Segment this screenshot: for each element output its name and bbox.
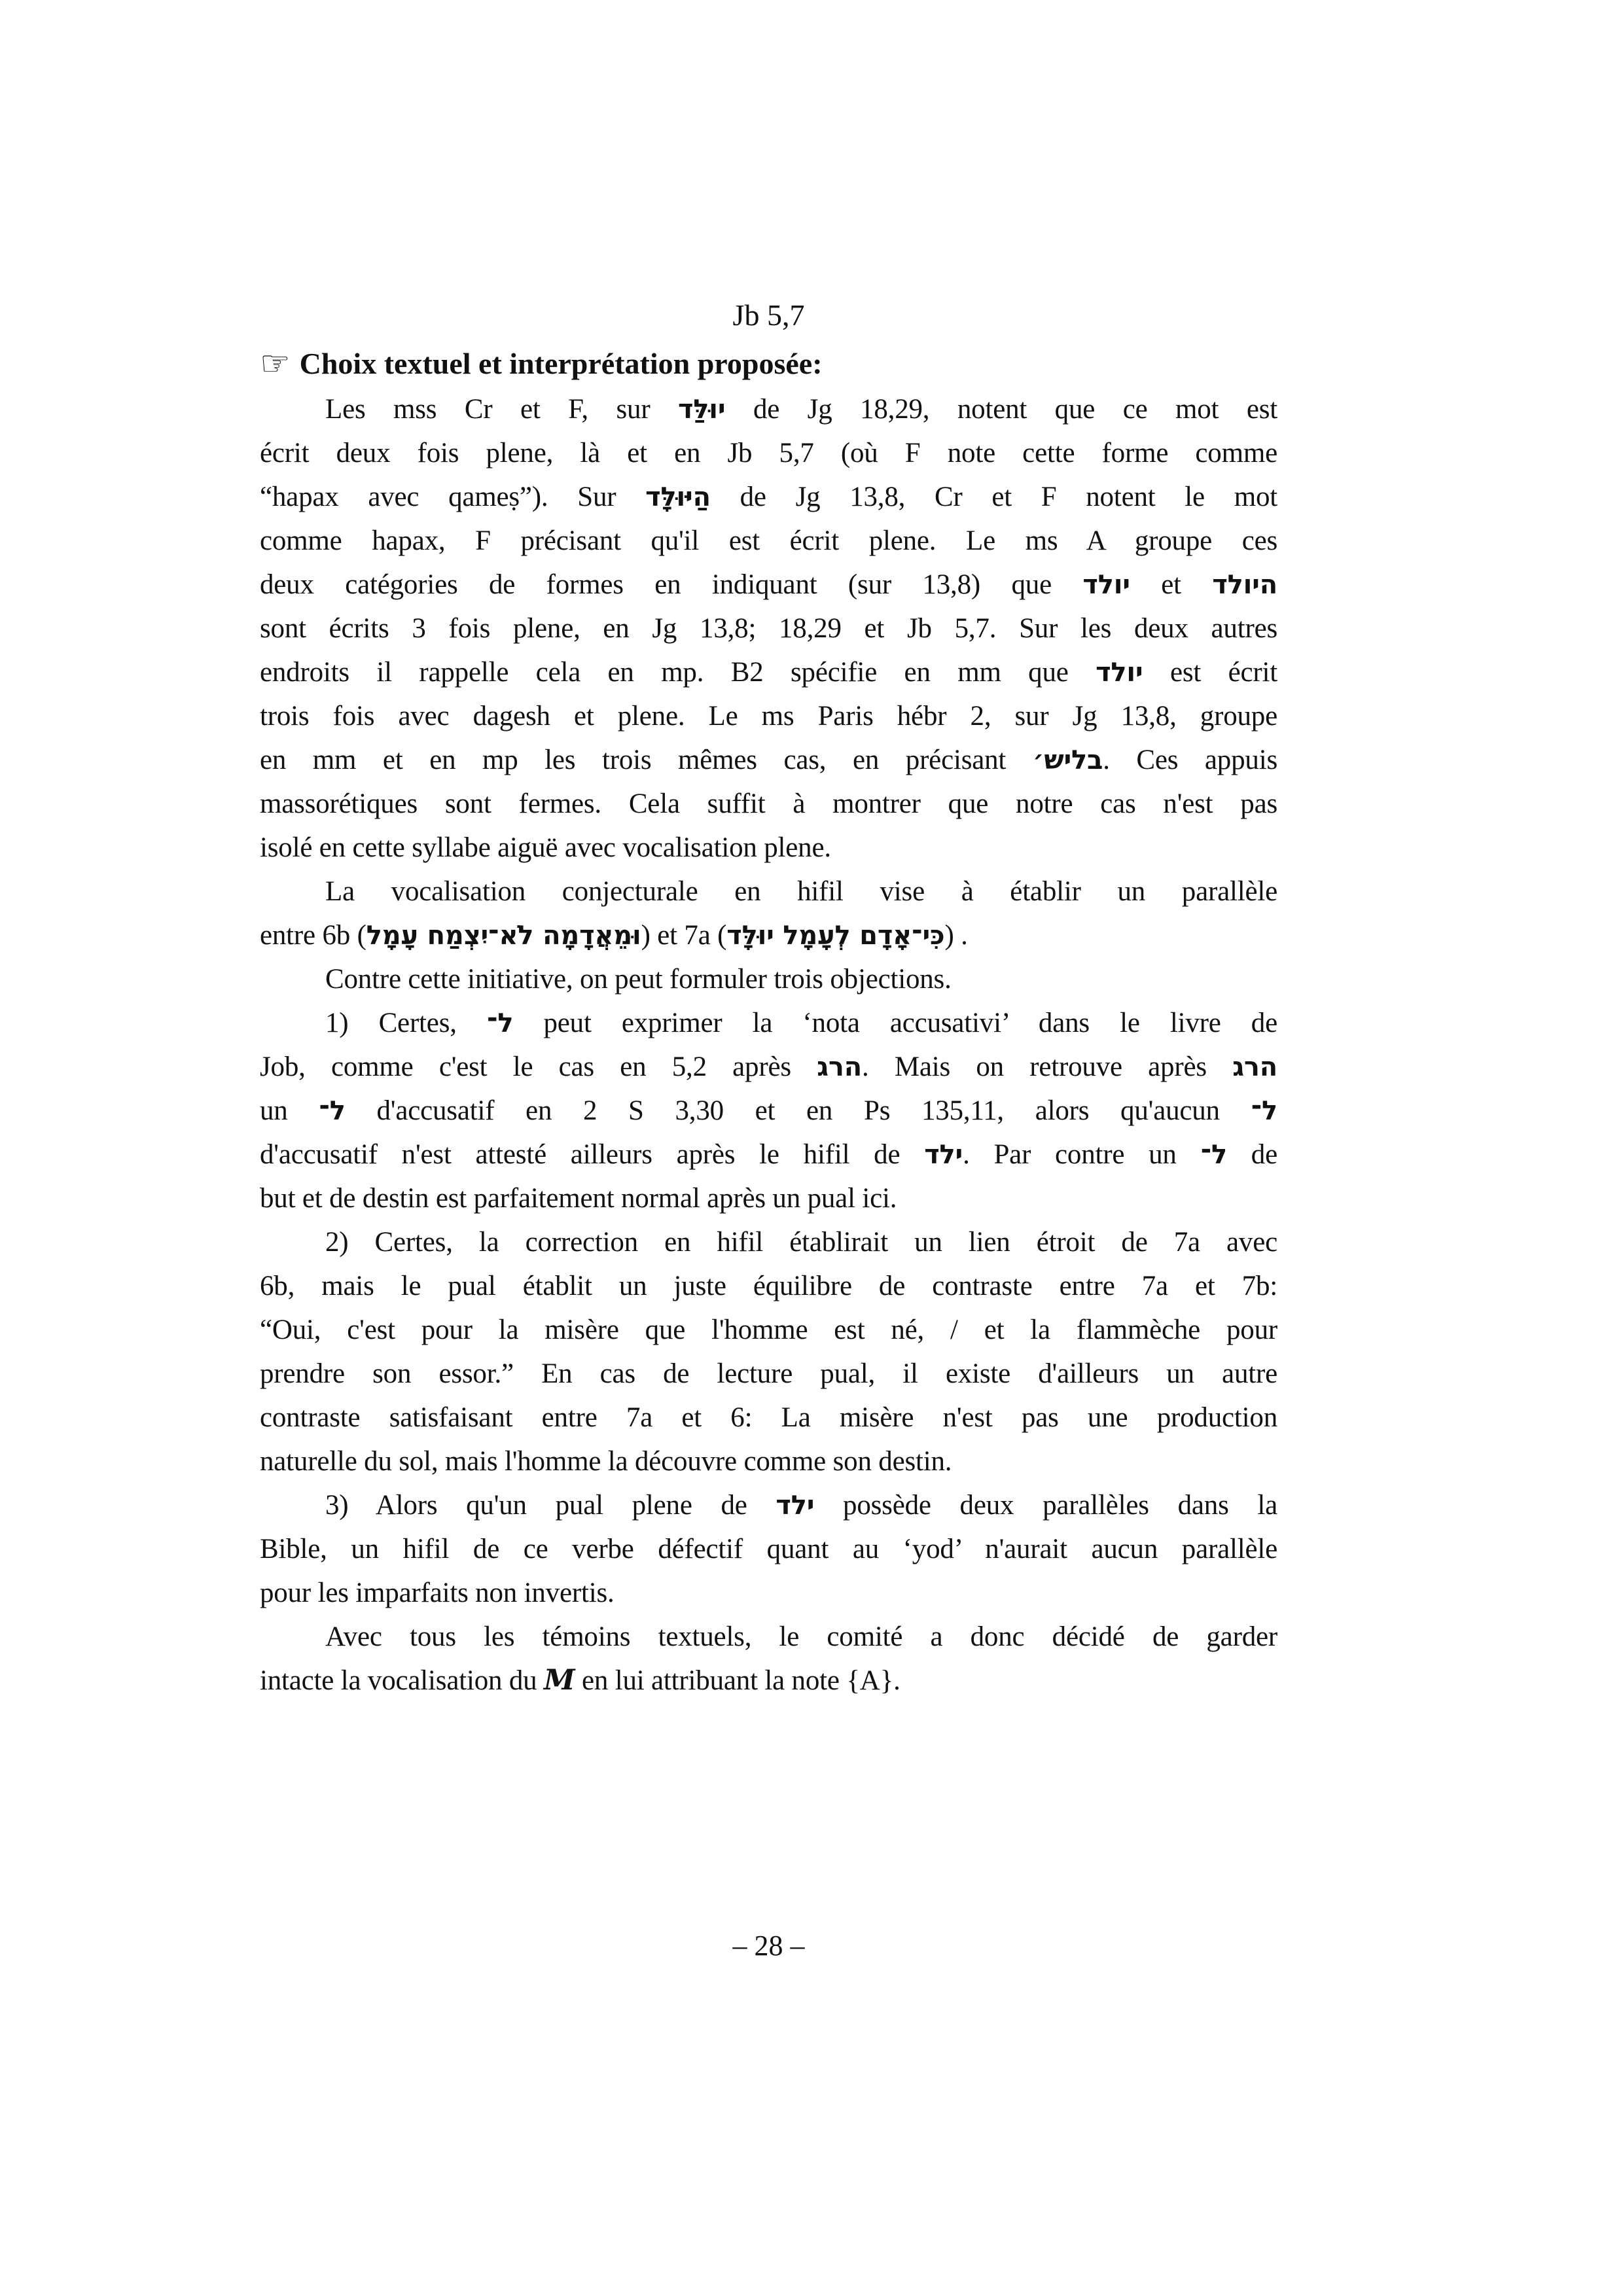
- text-line: 1) Certes, ל־ peut exprimer la ‘nota accusativi’ dans le livre de: [325, 1008, 1277, 1038]
- hebrew-text: הַיּוּלָּד: [645, 482, 711, 512]
- text-line: comme hapax, F précisant qu'il est écrit plene. Le ms A groupe ces: [260, 525, 1277, 556]
- text-line: 3) Alors qu'un pual plene de ילד possède deux parallèles dans la: [325, 1490, 1277, 1521]
- text-line: contraste satisfaisant entre 7a et 6: La misère n'est pas une production: [260, 1402, 1277, 1433]
- masoretic-text-symbol: M: [544, 1664, 575, 1697]
- text-line: deux catégories de formes en indiquant (sur 13,8) que יולד et היולד: [260, 569, 1277, 600]
- text-line: trois fois avec dagesh et plene. Le ms Paris hébr 2, sur Jg 13,8, groupe: [260, 701, 1277, 732]
- text-line: en mm et en mp les trois mêmes cas, en précisant בליש׳. Ces appuis: [260, 745, 1277, 775]
- text-line: Les mss Cr et F, sur יוּלַּד de Jg 18,29, notent que ce mot est: [325, 394, 1277, 425]
- hebrew-text: וּמֵאֲדָמָה לֹא־יִצְמַח עָמָל: [366, 921, 641, 951]
- text-line: La vocalisation conjecturale en hifil vise à établir un parallèle: [325, 876, 1277, 907]
- text-line: écrit deux fois plene, là et en Jb 5,7 (où F note cette forme comme: [260, 438, 1277, 468]
- page-number: – 28 –: [732, 1930, 805, 1962]
- text-line: Job, comme c'est le cas en 5,2 après הרג. Mais on retrouve après הרג: [260, 1051, 1277, 1082]
- page-title: Jb 5,7: [732, 298, 805, 332]
- hebrew-text: ל־: [1251, 1096, 1277, 1126]
- hebrew-text: ילד: [776, 1491, 815, 1521]
- hebrew-text: ל־: [1200, 1140, 1227, 1170]
- text-line: pour les imparfaits non invertis.: [260, 1578, 615, 1608]
- section-heading: [260, 342, 1277, 385]
- text-line: entre 6b (וּמֵאֲדָמָה לֹא־יִצְמַח עָמָל) et 7a (כִּי־אָדָם לְעָמָל יוּלָּד) .: [260, 920, 968, 951]
- text-line: “Oui, c'est pour la misère que l'homme est né, / et la flammèche pour: [260, 1315, 1277, 1345]
- text-line: Contre cette initiative, on peut formuler trois objections.: [325, 964, 952, 995]
- text-line: intacte la vocalisation du M en lui attribuant la note {A}.: [260, 1664, 901, 1697]
- hebrew-text: כִּי־אָדָם לְעָמָל יוּלָּד: [726, 921, 945, 951]
- text-line: sont écrits 3 fois plene, en Jg 13,8; 18,29 et Jb 5,7. Sur les deux autres: [260, 613, 1277, 644]
- hebrew-text: הרג: [817, 1052, 862, 1082]
- text-line: massorétiques sont fermes. Cela suffit à montrer que notre cas n'est pas: [260, 788, 1277, 819]
- hebrew-text: יולד: [1096, 658, 1143, 688]
- hebrew-text: היולד: [1212, 570, 1277, 600]
- text-line: isolé en cette syllabe aiguë avec vocalisation plene.: [260, 832, 831, 863]
- text-line: Avec tous les témoins textuels, le comité a donc décidé de garder: [325, 1621, 1277, 1652]
- text-line: but et de destin est parfaitement normal après un pual ici.: [260, 1183, 897, 1214]
- hebrew-text: ל־: [486, 1008, 514, 1038]
- text-line: 2) Certes, la correction en hifil établirait un lien étroit de 7a avec: [325, 1227, 1277, 1258]
- manicule-icon: ☞: [260, 344, 291, 383]
- text-line: d'accusatif n'est attesté ailleurs après le hifil de ילד. Par contre un ל־ de: [260, 1139, 1277, 1170]
- hebrew-text: יולד: [1082, 570, 1130, 600]
- text-line: 6b, mais le pual établit un juste équilibre de contraste entre 7a et 7b:: [260, 1271, 1277, 1301]
- text-line: “hapax avec qameṣ”). Sur הַיּוּלָּד de Jg 13,8, Cr et F notent le mot: [260, 482, 1277, 512]
- text-line: prendre son essor.” En cas de lecture pual, il existe d'ailleurs un autre: [260, 1358, 1277, 1389]
- hebrew-text: הרג: [1232, 1052, 1277, 1082]
- text-line: endroits il rappelle cela en mp. B2 spécifie en mm que יולד est écrit: [260, 657, 1277, 688]
- text-line: naturelle du sol, mais l'homme la découvre comme son destin.: [260, 1446, 952, 1477]
- hebrew-text: ל־: [319, 1096, 346, 1126]
- text-line: Bible, un hifil de ce verbe défectif quant au ‘yod’ n'aurait aucun parallèle: [260, 1534, 1277, 1564]
- hebrew-text: בליש׳: [1032, 745, 1103, 775]
- body-text: [260, 387, 1277, 1703]
- hebrew-text: ילד: [924, 1140, 963, 1170]
- section-heading-text: Choix textuel et interprétation proposée:: [299, 347, 823, 380]
- hebrew-text: יוּלַּד: [678, 395, 726, 425]
- text-line: un ל־ d'accusatif en 2 S 3,30 et en Ps 135,11, alors qu'aucun ל־: [260, 1095, 1277, 1126]
